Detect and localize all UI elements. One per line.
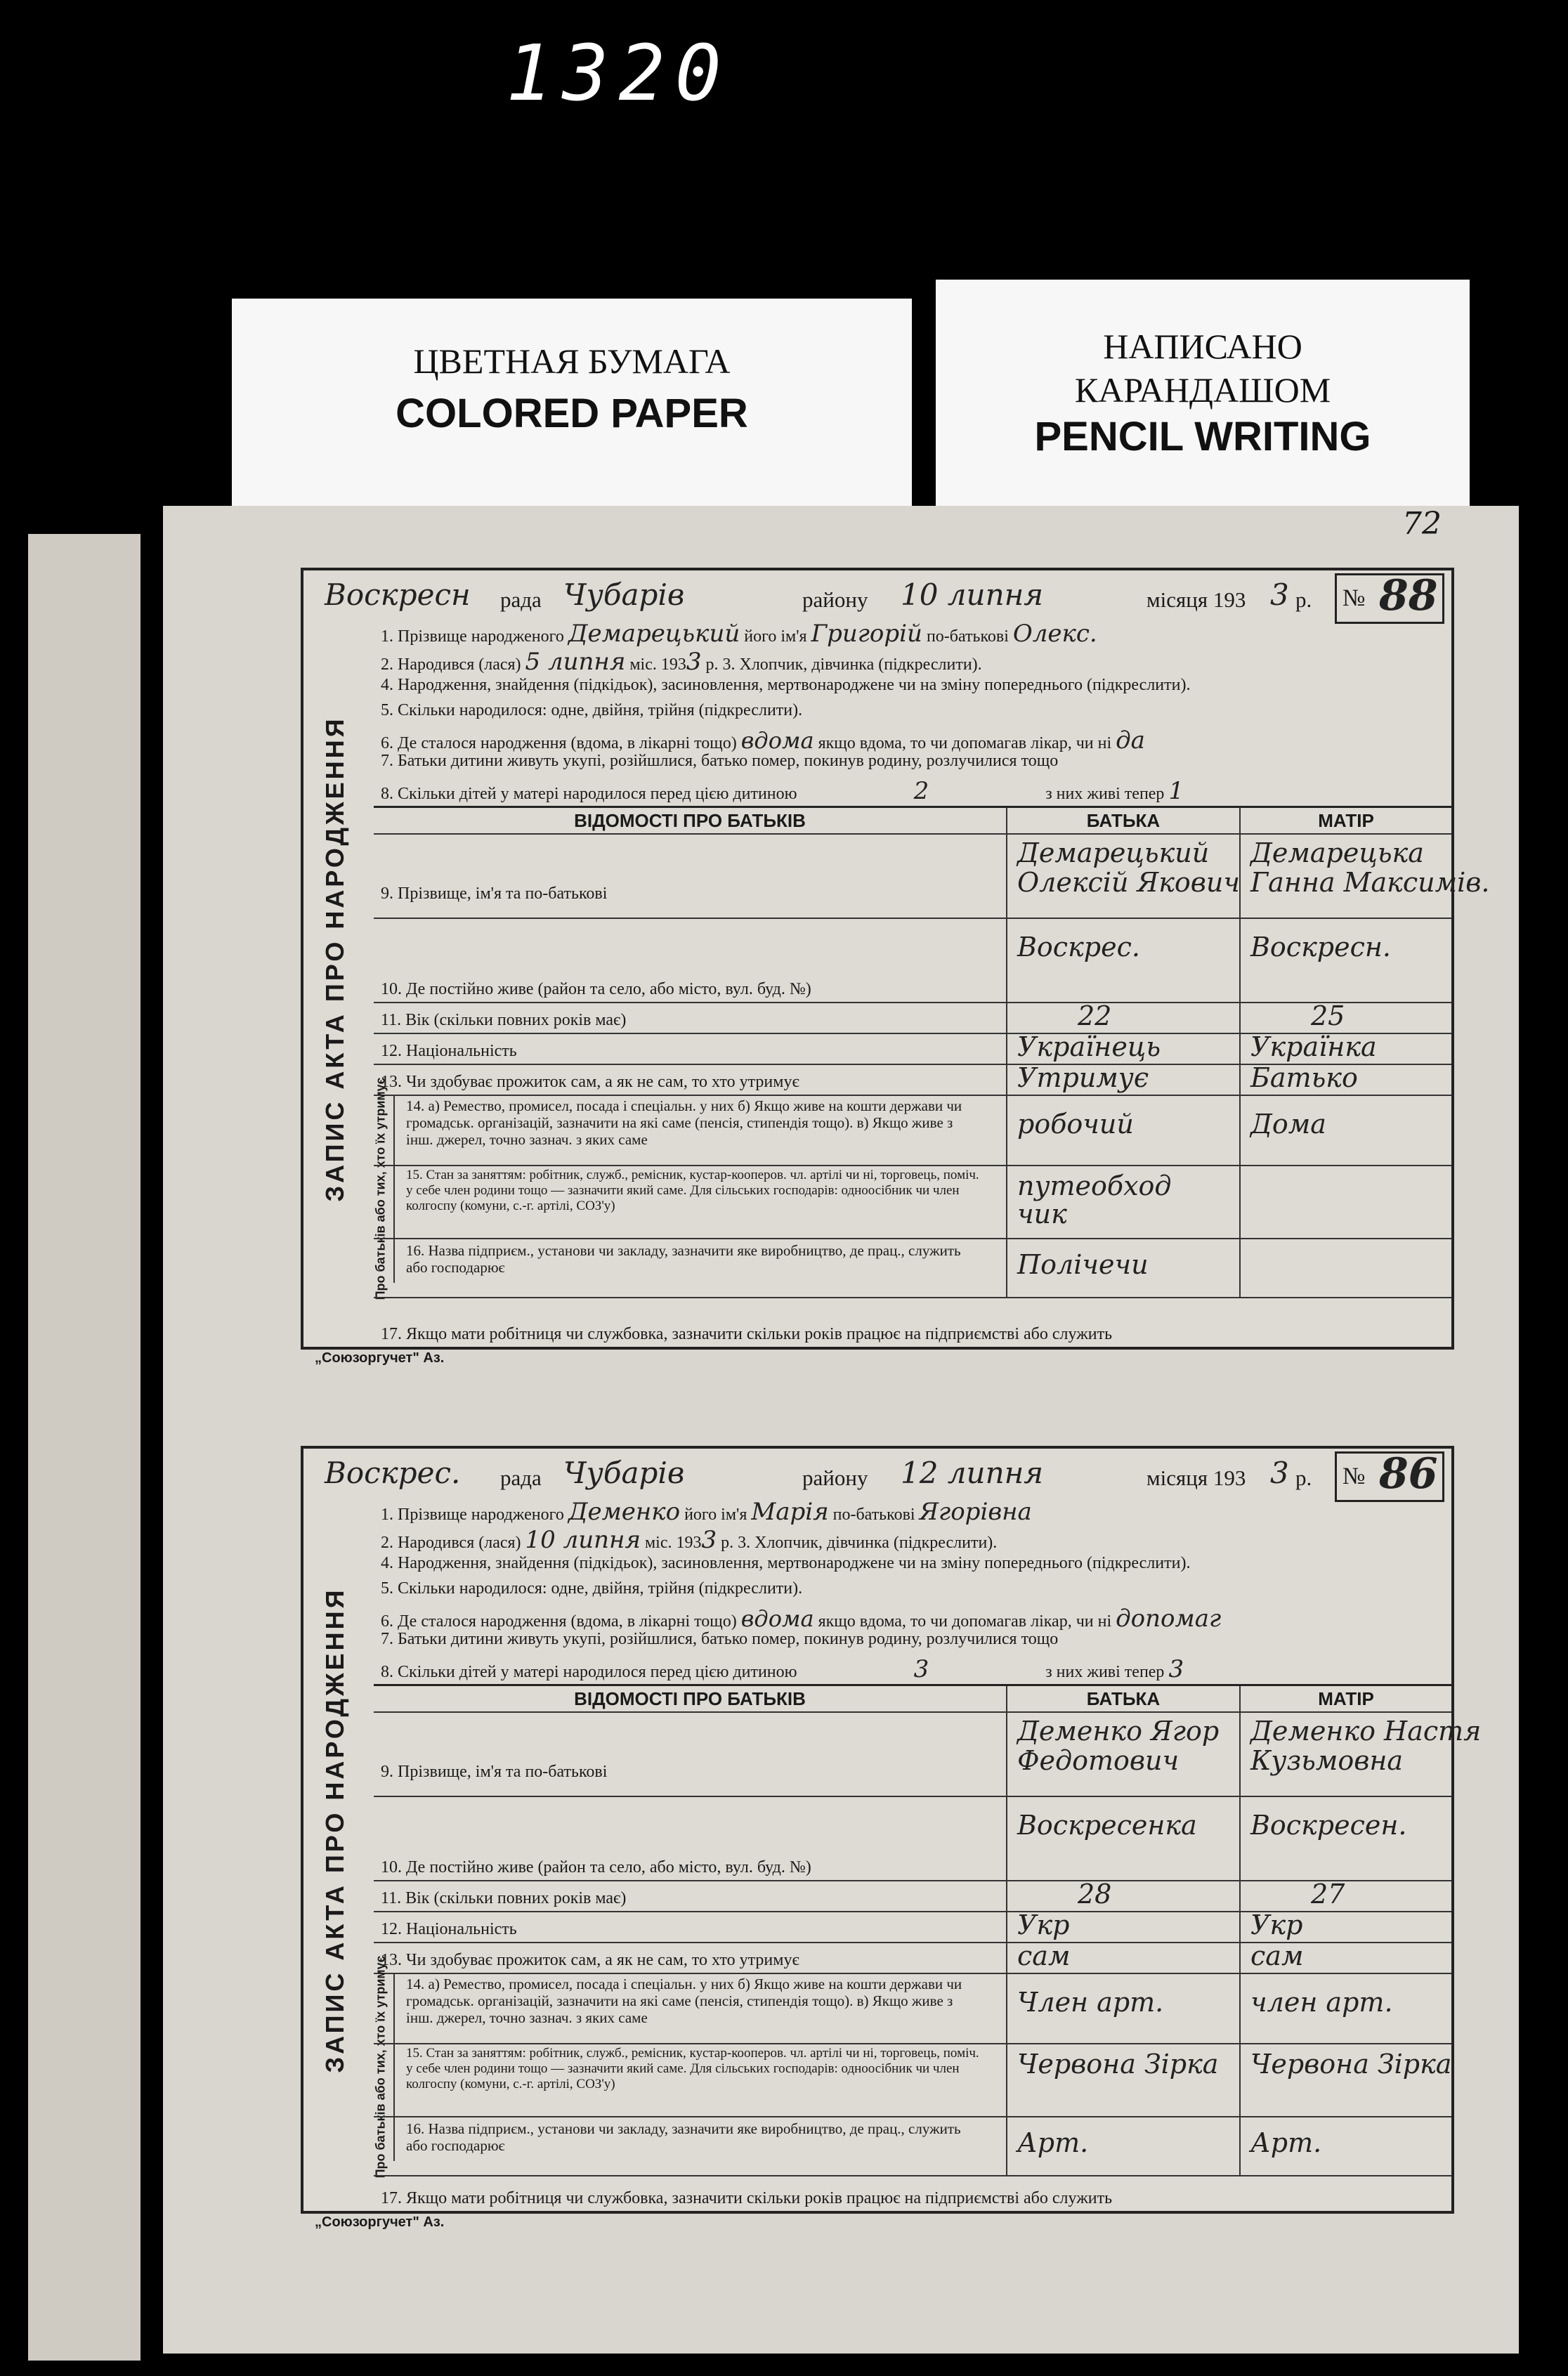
record-side-title — [303, 1449, 367, 2211]
father-occupation: робочий — [1017, 1109, 1134, 1140]
parents-header: ВІДОМОСТІ ПРО БАТЬКІВ — [574, 809, 806, 831]
table-row-occupation — [374, 1095, 1451, 1166]
born-year-digit: 3 — [686, 648, 702, 676]
father-name-1: Деменко Ягор — [1017, 1716, 1220, 1747]
father-nationality: Укр — [1017, 1910, 1070, 1940]
surname-value: Деменко — [568, 1498, 681, 1526]
line-17: 17. Якщо мати робітниця чи службовка, зазначити скільки років працює на підприємстві або служить — [381, 1325, 1113, 1343]
row-workplace-label: 16. Назва підприєм., установи чи закладу, зазначити яке виробництво, де прац., служить або господарює — [406, 1242, 961, 1276]
record-number-box — [1335, 573, 1444, 624]
record-side-title-text: ЗАПИС АКТА ПРО НАРОДЖЕННЯ — [320, 1587, 349, 2073]
row-age-label: 11. Вік (скільки повних років має) — [381, 1011, 627, 1029]
rayon-label: району — [802, 587, 868, 612]
father-header: БАТЬКА — [1006, 1686, 1239, 1711]
sex-label: р. 3. Хлопчик, дівчинка (підкреслити). — [705, 655, 982, 674]
table-row-workplace — [374, 2116, 1451, 2176]
row-support-label: 13. Чи здобуває прожиток сам, а як не сам, то хто утримує — [381, 1073, 799, 1091]
mother-status-1: Червона Зірка — [1250, 2049, 1452, 2080]
line-6 — [381, 726, 1145, 755]
born-month-label: міс. 193 — [644, 1534, 702, 1552]
doctor-value: да — [1116, 726, 1145, 755]
row-residence-label: 10. Де постійно живе (район та село, або місто, вул. буд. №) — [381, 1858, 811, 1876]
father-name-2: Федотович — [1017, 1745, 1180, 1776]
born-date-value: 10 липня — [525, 1526, 641, 1554]
mother-support: Батько — [1250, 1062, 1358, 1093]
rayon-value: Чубарів — [563, 577, 685, 612]
page-mark: 72 — [1402, 506, 1442, 542]
name-value: Марія — [751, 1498, 829, 1526]
name-value: Григорій — [811, 620, 922, 648]
doctor-label: якщо вдома, то чи допомагав лікар, чи ні — [818, 734, 1112, 752]
row-status-label: 15. Стан за заняттям: робітник, служб., ремісник, кустар-кооперов. чл. артілі чи ні, торговець, поміч. у себе член родини тощо — зазначити який саме. Для сільських господарів: одноосібник чи член колгоспу (комуни, с.-г. артілі, СОЗ'у) — [406, 1168, 979, 1213]
rayon-value: Чубарів — [563, 1456, 685, 1490]
parents-table — [373, 1684, 1482, 2199]
table-row-status — [374, 2043, 1451, 2117]
table-row-status — [374, 1165, 1451, 1239]
father-support: сам — [1017, 1940, 1071, 1971]
colored-paper-en: COLORED PAPER — [396, 391, 748, 436]
record-number: 88 — [1379, 571, 1438, 620]
support-side-text: Про батьків або тих, хто їх утримує — [373, 1955, 388, 2179]
month-label: місяця 193 — [1146, 587, 1246, 612]
record-header — [325, 1454, 1420, 1496]
children-before-value: 3 — [913, 1655, 929, 1683]
pencil-writing-ru-1: НАПИСАНО — [1103, 327, 1302, 366]
table-row-support — [374, 1942, 1451, 1974]
row-name-label: 9. Прізвище, ім'я та по-батькові — [381, 885, 608, 903]
surname-label: 1. Прізвище народженого — [381, 627, 564, 646]
line-5: 5. Скільки народилося: одне, двійня, трійня (підкреслити). — [381, 1579, 803, 1598]
row-nationality-label: 12. Національність — [381, 1920, 517, 1938]
line-4: 4. Народження, знайдення (підкідьок), засиновлення, мертвонароджене чи на зміну попереднього (підкреслити). — [381, 1554, 1191, 1572]
children-before-label: 8. Скільки дітей у матері народилося перед цією дитиною — [381, 785, 797, 803]
pencil-writing-notice — [936, 280, 1470, 511]
born-year-digit: 3 — [701, 1526, 717, 1554]
mother-nationality: Українка — [1250, 1031, 1377, 1062]
mother-name-1: Демарецька — [1250, 837, 1424, 868]
surname-value: Демарецький — [568, 620, 740, 648]
line-8 — [381, 1655, 1184, 1683]
number-label: № — [1342, 1463, 1366, 1489]
birth-place-label: 6. Де сталося народження (вдома, в лікарні тощо) — [381, 1612, 737, 1631]
date-value: 10 липня — [901, 577, 1044, 612]
children-alive-label: з них живі тепер — [1045, 1663, 1165, 1681]
rada-label: рада — [500, 1466, 542, 1490]
patronymic-label: по-батькові — [832, 1506, 915, 1524]
pencil-writing-ru-2: КАРАНДАШОМ — [1074, 370, 1331, 410]
mother-header: МАТІР — [1239, 1686, 1451, 1711]
table-row-name — [374, 833, 1490, 919]
children-alive-value: 3 — [1168, 1655, 1184, 1683]
year-digit: 3 — [1270, 1456, 1289, 1490]
row-name-label: 9. Прізвище, ім'я та по-батькові — [381, 1763, 608, 1781]
mother-residence: Воскресн. — [1250, 932, 1391, 962]
table-header — [374, 1686, 1451, 1713]
table-row-nationality — [374, 1911, 1451, 1943]
children-alive-value: 1 — [1168, 777, 1184, 805]
date-value: 12 липня — [901, 1456, 1044, 1490]
birth-place-value: вдома — [740, 1605, 814, 1632]
table-row-age — [374, 1880, 1451, 1912]
rayon-label: району — [802, 1466, 868, 1490]
line-1 — [381, 1498, 1032, 1526]
year-digit: 3 — [1270, 577, 1289, 612]
record-side-title-text: ЗАПИС АКТА ПРО НАРОДЖЕННЯ — [320, 716, 349, 1201]
row-residence-label: 10. Де постійно живе (район та село, або місто, вул. буд. №) — [381, 980, 811, 998]
rada-value: Воскрес. — [325, 1456, 461, 1490]
record-number: 86 — [1379, 1449, 1438, 1499]
row-support-label: 13. Чи здобуває прожиток сам, а як не сам, то хто утримує — [381, 1951, 799, 1969]
born-date-value: 5 липня — [525, 648, 626, 676]
row-status-label: 15. Стан за заняттям: робітник, служб., ремісник, кустар-кооперов. чл. артілі чи ні, торговець, поміч. у себе член родини тощо — зазначити який саме. Для сільських господарів: одноосібник чи член колгоспу (комуни, с.-г. артілі, СОЗ'у) — [406, 2046, 979, 2091]
father-workplace: Арт. — [1017, 2127, 1089, 2158]
birth-place-label: 6. Де сталося народження (вдома, в лікарні тощо) — [381, 734, 737, 752]
printer-mark: „Союзоргучет" Аз. — [315, 1350, 445, 1366]
line-17: 17. Якщо мати робітниця чи службовка, зазначити скільки років працює на підприємстві або служить — [381, 2189, 1113, 2207]
mother-workplace: Арт. — [1250, 2127, 1322, 2158]
archive-number: 1320 — [506, 28, 731, 118]
surname-label: 1. Прізвище народженого — [381, 1506, 564, 1524]
mother-header: МАТІР — [1239, 808, 1451, 833]
born-label: 2. Народився (лася) — [381, 1534, 521, 1552]
line-7: 7. Батьки дитини живуть укупі, розійшлися, батько помер, покинув родину, розлучилися тощо — [381, 1630, 1059, 1648]
record-side-title — [303, 570, 367, 1347]
year-label: р. — [1295, 587, 1312, 612]
father-residence: Воскрес. — [1017, 932, 1140, 962]
mother-residence: Воскресен. — [1250, 1810, 1407, 1841]
mother-support: сам — [1250, 1940, 1304, 1971]
record-header — [325, 576, 1420, 618]
mother-nationality: Укр — [1250, 1910, 1303, 1940]
row-nationality-label: 12. Національність — [381, 1042, 517, 1060]
father-workplace: Полічечи — [1017, 1249, 1149, 1280]
mother-name-2: Кузьмовна — [1250, 1745, 1404, 1776]
table-row-name — [374, 1711, 1482, 1797]
born-month-label: міс. 193 — [629, 655, 686, 674]
mother-age: 25 — [1311, 1000, 1345, 1031]
father-status-1: Червона Зірка — [1017, 2049, 1219, 2080]
father-residence: Воскресенка — [1017, 1810, 1197, 1841]
table-row-support — [374, 1064, 1451, 1096]
colored-paper-notice — [232, 299, 912, 523]
month-label: місяця 193 — [1146, 1466, 1246, 1490]
father-status-2: чик — [1017, 1199, 1067, 1229]
line-7: 7. Батьки дитини живуть укупі, розійшлися, батько помер, покинув родину, розлучилися тощо — [381, 752, 1059, 770]
born-label: 2. Народився (лася) — [381, 655, 521, 674]
birth-record — [301, 1446, 1482, 2214]
children-alive-label: з них живі тепер — [1045, 785, 1165, 803]
father-name-2: Олексій Якович — [1017, 867, 1241, 898]
children-before-value: 2 — [913, 777, 929, 805]
mother-occupation: Дома — [1250, 1109, 1326, 1140]
mother-name-1: Деменко Настя — [1250, 1716, 1482, 1747]
mother-occupation: член арт. — [1250, 1987, 1393, 2018]
father-support: Утримує — [1017, 1062, 1149, 1093]
line-2 — [381, 1526, 997, 1554]
patronymic-value: Ягорівна — [919, 1498, 1032, 1526]
printer-mark: „Союзоргучет" Аз. — [315, 2214, 445, 2230]
binding-strip — [28, 534, 141, 2361]
line-4: 4. Народження, знайдення (підкідьок), засиновлення, мертвонароджене чи на зміну попереднього (підкреслити). — [381, 676, 1191, 694]
table-row-age — [374, 1002, 1451, 1034]
table-row-nationality — [374, 1033, 1451, 1065]
rada-label: рада — [500, 587, 542, 612]
record-number-box — [1335, 1451, 1444, 1502]
birth-record — [301, 568, 1490, 1350]
row-workplace-label: 16. Назва підприєм., установи чи закладу, зазначити яке виробництво, де прац., служить або господарює — [406, 2120, 961, 2154]
line-1 — [381, 620, 1097, 648]
father-header: БАТЬКА — [1006, 808, 1239, 833]
name-label: його ім'я — [744, 627, 807, 646]
row-age-label: 11. Вік (скільки повних років має) — [381, 1889, 627, 1907]
birth-place-value: вдома — [740, 727, 814, 754]
row-occupation-label: 14. а) Ремество, промисел, посада і спеціальн. у них б) Якщо живе на кошти держави чи громадськ. організацій, зазначити на які саме (пенсія, стипендія тощо). в) Якщо живе з інш. джерел, точно зазнач. з яких саме — [406, 1097, 962, 1148]
year-label: р. — [1295, 1466, 1312, 1490]
pencil-writing-en: PENCIL WRITING — [1034, 414, 1371, 459]
mother-name-2: Ганна Максимів. — [1250, 867, 1490, 898]
parents-header: ВІДОМОСТІ ПРО БАТЬКІВ — [574, 1688, 806, 1709]
father-occupation: Член арт. — [1017, 1987, 1164, 2018]
father-age: 22 — [1078, 1000, 1112, 1031]
name-label: його ім'я — [684, 1506, 747, 1524]
table-row-occupation — [374, 1973, 1451, 2044]
rada-value: Воскресн — [325, 577, 471, 612]
table-row-residence — [374, 918, 1451, 1003]
number-label: № — [1342, 585, 1366, 611]
patronymic-label: по-батькові — [926, 627, 1009, 646]
children-before-label: 8. Скільки дітей у матері народилося перед цією дитиною — [381, 1663, 797, 1681]
sex-label: р. 3. Хлопчик, дівчинка (підкреслити). — [721, 1534, 998, 1552]
parents-table — [373, 806, 1490, 1321]
row-occupation-label: 14. а) Ремество, промисел, посада і спеціальн. у них б) Якщо живе на кошти держави чи громадськ. організацій, зазначити на які саме (пенсія, стипендія тощо). в) Якщо живе з інш. джерел, точно зазнач. з яких саме — [406, 1976, 962, 2026]
support-side-text: Про батьків або тих, хто їх утримує — [373, 1077, 388, 1300]
father-age: 28 — [1078, 1879, 1112, 1910]
father-nationality: Українець — [1017, 1031, 1161, 1062]
line-6 — [381, 1605, 1221, 1633]
line-8 — [381, 777, 1184, 805]
doctor-value: допомаг — [1116, 1605, 1222, 1633]
mother-age: 27 — [1311, 1879, 1345, 1910]
line-5: 5. Скільки народилося: одне, двійня, трійня (підкреслити). — [381, 701, 803, 719]
patronymic-value: Олекс. — [1012, 620, 1097, 648]
line-2 — [381, 648, 982, 676]
father-name-1: Демарецький — [1017, 837, 1210, 868]
table-row-residence — [374, 1796, 1451, 1881]
table-header — [374, 808, 1451, 835]
father-status-1: путеобход — [1017, 1170, 1172, 1201]
table-row-workplace — [374, 1238, 1451, 1298]
doctor-label: якщо вдома, то чи допомагав лікар, чи ні — [818, 1612, 1112, 1631]
colored-paper-ru: ЦВЕТНАЯ БУМАГА — [413, 341, 731, 381]
